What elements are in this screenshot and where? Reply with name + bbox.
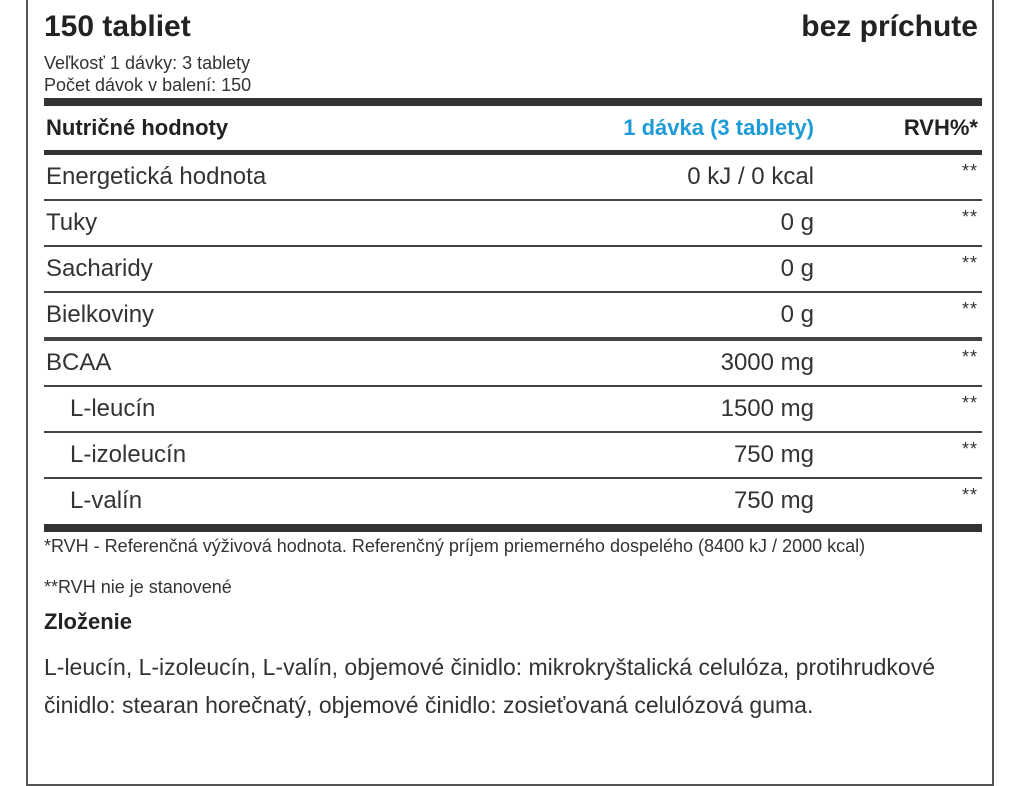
column-header-nutrients: Nutričné hodnoty [46, 115, 229, 140]
nutrient-value: 750 mg [733, 487, 814, 514]
table-row [44, 201, 982, 245]
nutrient-value: 0 kJ / 0 kcal [687, 163, 814, 190]
header-divider [44, 98, 982, 106]
composition-text: L-leucín, L-izoleucín, L-valín, objemové činidlo: mikrokryštalická celulóza, protihrudkové činidlo: stearan horečnatý, objemové činidlo: zosieťovaná celulózová guma. [44, 654, 936, 718]
nutrient-value: 0 g [780, 209, 814, 236]
table-row [44, 247, 982, 291]
nutrient-name: L-izoleucín [70, 441, 187, 468]
nutrient-name: Tuky [46, 209, 98, 236]
nutrient-rvh: ** [961, 393, 978, 413]
footnote-rvh-not-set: **RVH nie je stanovené [44, 577, 232, 597]
nutrient-value: 0 g [780, 301, 814, 328]
nutrient-rvh: ** [961, 207, 978, 227]
column-header-rvh: RVH%* [903, 115, 978, 140]
nutrient-rvh: ** [961, 439, 978, 459]
composition-title: Zloženie [44, 609, 133, 634]
table-bottom-divider [44, 524, 982, 532]
nutrient-name: L-valín [70, 487, 143, 514]
product-flavor: bez príchute [801, 10, 978, 43]
table-row [44, 341, 982, 385]
table-row [44, 293, 982, 337]
footnote-rvh-definition: *RVH - Referenčná výživová hodnota. Referenčný príjem priemerného dospelého (8400 kJ / 2000 kcal) [44, 536, 866, 556]
servings-per-pack: Počet dávok v balení: 150 [44, 75, 252, 95]
nutrient-name: Sacharidy [46, 255, 153, 282]
nutrient-value: 750 mg [733, 441, 814, 468]
product-count: 150 tabliet [44, 10, 191, 43]
table-row [44, 155, 982, 199]
nutrient-rvh: ** [961, 161, 978, 181]
table-row [44, 433, 982, 477]
nutrient-rvh: ** [961, 253, 978, 273]
table-row [44, 479, 982, 523]
nutrient-name: L-leucín [70, 395, 156, 422]
nutrient-rvh: ** [961, 485, 978, 505]
nutrient-name: BCAA [46, 349, 112, 376]
column-header-dose: 1 dávka (3 tablety) [623, 115, 814, 140]
nutrient-name: Energetická hodnota [46, 163, 267, 190]
nutrient-value: 3000 mg [720, 349, 814, 376]
table-row [44, 387, 982, 431]
nutrient-rvh: ** [961, 299, 978, 319]
serving-size: Veľkosť 1 dávky: 3 tablety [44, 53, 251, 73]
nutrient-value: 1500 mg [720, 395, 814, 422]
nutrient-value: 0 g [780, 255, 814, 282]
nutrient-name: Bielkoviny [46, 301, 155, 328]
table-header-row [44, 106, 982, 150]
nutrient-rvh: ** [961, 347, 978, 367]
